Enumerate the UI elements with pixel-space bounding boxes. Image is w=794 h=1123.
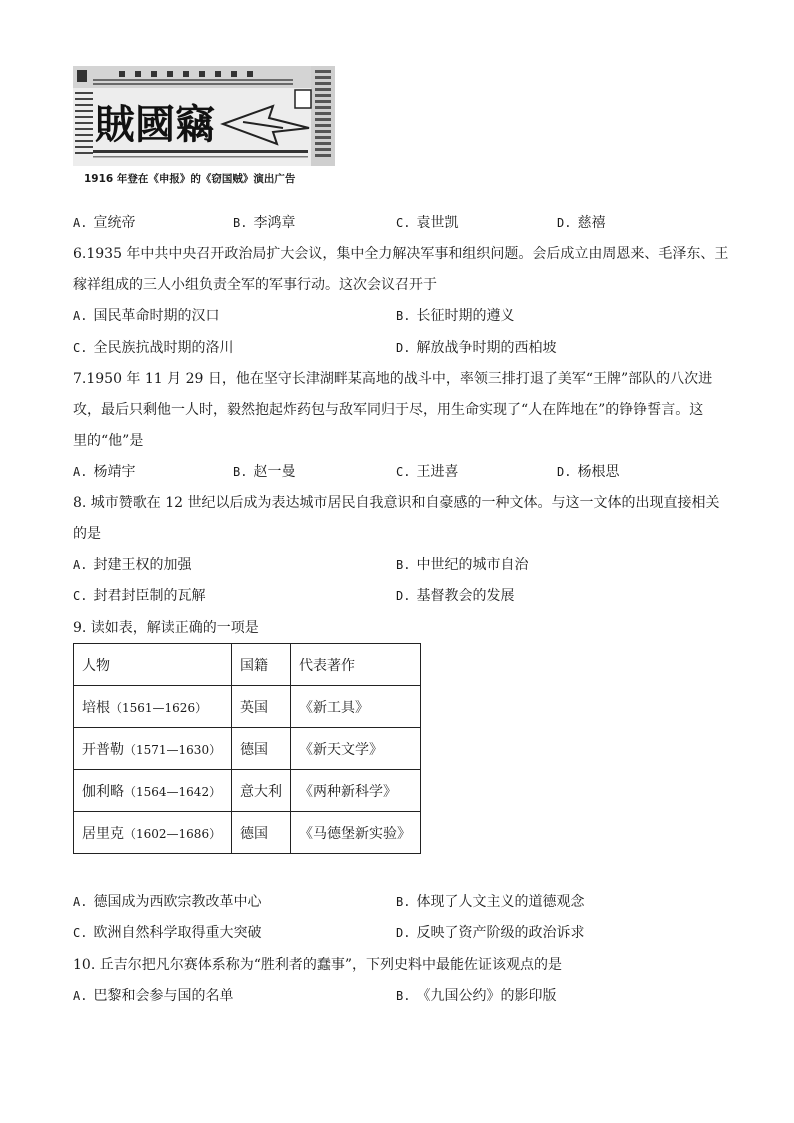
table-cell-work: 《新天文学》: [291, 728, 421, 770]
table-header-cell: 国籍: [232, 644, 291, 686]
q10-option-a: A. 巴黎和会参与国的名单: [73, 988, 234, 1004]
q7-option-b: B. 赵一曼: [233, 464, 296, 480]
q7-stem-line1: 7.1950 年 11 月 29 日，他在坚守长津湖畔某高地的战斗中，率领三排打退了美军“王牌”部队的八次进: [73, 371, 713, 387]
table-row: [74, 728, 421, 770]
q9-option-c: C. 欧洲自然科学取得重大突破: [73, 925, 262, 941]
table-header-cell: 人物: [74, 644, 232, 686]
q9-option-a: A. 德国成为西欧宗教改革中心: [73, 894, 262, 910]
table-header-row: [74, 644, 421, 686]
table-cell-person: 伽利略（1564—1642）: [74, 770, 232, 812]
table-cell-work: 《马德堡新实验》: [291, 812, 421, 854]
q8-option-a: A. 封建王权的加强: [73, 557, 192, 573]
table-row: [74, 770, 421, 812]
table-cell-work: 《两种新科学》: [291, 770, 421, 812]
scientists-table: [73, 643, 421, 854]
table-cell-country: 英国: [232, 686, 291, 728]
q9-option-d: D. 反映了资产阶级的政治诉求: [396, 925, 585, 941]
q10-option-b: B. 《九国公约》的影印版: [396, 988, 557, 1004]
table-cell-country: 意大利: [232, 770, 291, 812]
figure-caption: 1916 年登在《申报》的《窃国贼》演出广告: [84, 173, 296, 185]
q6-stem-line2: 稼祥组成的三人小组负责全军的军事行动。这次会议召开于: [73, 277, 437, 293]
table-cell-work: 《新工具》: [291, 686, 421, 728]
q7-stem-line3: 里的“他”是: [73, 433, 144, 449]
q7-option-a: A. 杨靖宇: [73, 464, 136, 480]
table-cell-person: 居里克（1602—1686）: [74, 812, 232, 854]
q5-option-d: D. 慈禧: [557, 215, 606, 231]
q5-option-b: B. 李鸿章: [233, 215, 296, 231]
q7-option-c: C. 王进喜: [396, 464, 459, 480]
q6-option-a: A. 国民革命时期的汉口: [73, 308, 220, 324]
q5-option-a: A. 宣统帝: [73, 215, 136, 231]
newspaper-ad-image: [73, 66, 335, 166]
q5-option-c: C. 袁世凯: [396, 215, 459, 231]
table-cell-person: 培根（1561—1626）: [74, 686, 232, 728]
q6-option-d: D. 解放战争时期的西柏坡: [396, 340, 557, 356]
q7-option-d: D. 杨根思: [557, 464, 620, 480]
q8-stem-line2: 的是: [73, 526, 101, 542]
q8-option-d: D. 基督教会的发展: [396, 588, 515, 604]
q9-option-b: B. 体现了人文主义的道德观念: [396, 894, 585, 910]
table-cell-person: 开普勒（1571—1630）: [74, 728, 232, 770]
q6-option-b: B. 长征时期的遵义: [396, 308, 515, 324]
table-header-cell: 代表著作: [291, 644, 421, 686]
ad-headline: 賊國竊: [95, 101, 215, 148]
table-row: [74, 812, 421, 854]
q6-stem-line1: 6.1935 年中共中央召开政治局扩大会议，集中全力解决军事和组织问题。会后成立由周恩来、毛泽东、王: [73, 246, 729, 262]
table-cell-country: 德国: [232, 812, 291, 854]
q8-option-b: B. 中世纪的城市自治: [396, 557, 529, 573]
q8-stem-line1: 8. 城市赞歌在 12 世纪以后成为表达城市居民自我意识和自豪感的一种文体。与这一文体的出现直接相关: [73, 495, 720, 511]
table-cell-country: 德国: [232, 728, 291, 770]
q10-stem-line1: 10. 丘吉尔把凡尔赛体系称为“胜利者的蠢事”，下列史料中最能佐证该观点的是: [73, 957, 563, 973]
q7-stem-line2: 攻，最后只剩他一人时，毅然抱起炸药包与敌军同归于尽，用生命实现了“人在阵地在”的铮铮誓言。这: [73, 402, 704, 418]
table-row: [74, 686, 421, 728]
q8-option-c: C. 封君封臣制的瓦解: [73, 588, 206, 604]
q9-stem-line1: 9. 读如表，解读正确的一项是: [73, 620, 259, 636]
q6-option-c: C. 全民族抗战时期的洛川: [73, 340, 234, 356]
